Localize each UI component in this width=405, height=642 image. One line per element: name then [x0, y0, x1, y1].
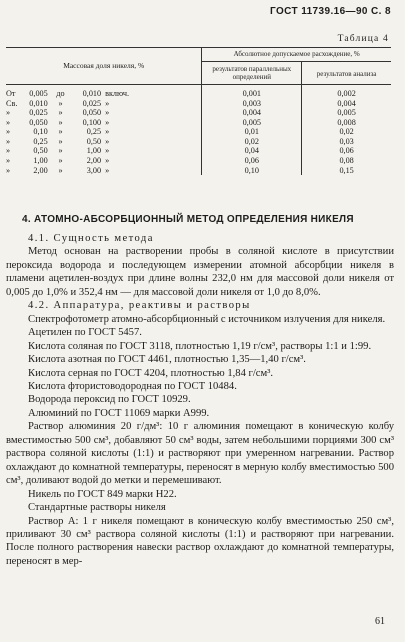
table-cell-pre: »	[6, 136, 11, 146]
table-cell-suf: »	[105, 127, 110, 137]
table-cell-c2: 0,15	[339, 165, 354, 175]
table-cell-c2: 0,03	[339, 136, 354, 146]
table-cell-do: »	[58, 146, 63, 156]
table-cell-a: 0,50	[33, 146, 48, 156]
table-cell-b: 0,50	[86, 136, 102, 146]
table-cell-a: 0,025	[29, 108, 48, 118]
body-text	[6, 232, 394, 568]
paragraph: Никель по ГОСТ 849 марки Н22.	[28, 488, 177, 500]
table-cell-suf: »	[105, 156, 110, 166]
table-cell-a: 0,10	[33, 127, 48, 137]
table-row	[6, 108, 391, 118]
table-cell-c1: 0,005	[202, 118, 302, 128]
table-cell-pre: »	[6, 156, 11, 166]
table-cell-c2: 0,008	[337, 117, 356, 127]
table-cell-c1: 0,003	[202, 99, 302, 109]
table-cell-pre: »	[6, 146, 11, 156]
paragraph: Спектрофотометр атомно-абсорбционный с источником излучения для никеля.	[28, 313, 386, 325]
page-number: 61	[375, 616, 385, 627]
paragraph: Ацетилен по ГОСТ 5457.	[28, 327, 142, 339]
subsection-4-1: 4.1. Сущность метода	[28, 233, 154, 244]
paragraph: Алюминий по ГОСТ 11069 марки А999.	[28, 407, 210, 419]
table-cell-suf: »	[105, 98, 110, 108]
paragraph: Раствор А: 1 г никеля помещают в коническую колбу вместимостью 250 см³, приливают 30 см³ раствора соляной кислоты (1:1) и растворяют при нагревании. После полного растворения навески раствор охлаждают до комнатной температуры, переносят в мер-	[6, 515, 394, 567]
column-header-parallel: результатов параллельных определений	[202, 61, 302, 84]
table-cell-c2: 0,02	[339, 127, 354, 137]
table-cell-c2: 0,08	[339, 156, 354, 166]
table-row	[6, 84, 391, 98]
column-header-mass-fraction: Массовая доля никеля, %	[6, 48, 202, 85]
table-cell-c2: 0,002	[337, 88, 356, 98]
table-title: Таблица 4	[337, 34, 389, 44]
table-cell-b: 1,00	[86, 146, 102, 156]
table-cell-a: 0,050	[29, 117, 48, 127]
paragraph: Кислота фтористоводородная по ГОСТ 10484.	[28, 380, 237, 392]
table-cell-suf: »	[105, 136, 110, 146]
paragraph: Кислота соляная по ГОСТ 3118, плотностью 1,19 г/см³, растворы 1:1 и 1:99.	[28, 340, 372, 352]
table-cell-pre: »	[6, 127, 11, 137]
table-cell-a: 0,010	[29, 98, 48, 108]
table-cell-c1: 0,06	[202, 156, 302, 166]
table-cell-do: »	[58, 117, 63, 127]
table-cell-b: 3,00	[86, 165, 102, 175]
table-cell-b: 0,25	[86, 127, 102, 137]
subsection-4-2: 4.2. Аппаратура, реактивы и растворы	[28, 300, 251, 312]
table-cell-c2: 0,004	[337, 98, 356, 108]
table-cell-pre: »	[6, 108, 11, 118]
table-cell-c1: 0,004	[202, 108, 302, 118]
table-cell-b: 2,00	[86, 156, 102, 166]
table-cell-do: »	[58, 98, 63, 108]
paragraph: Раствор алюминия 20 г/дм³: 10 г алюминия помещают в коническую колбу вместимостью 500 см³, добавляют 50 см³ воды, затем небольшими порциями 300 см³ раствора соляной кислоты (1:1) и растворяют при умеренном нагревании. Раствор охлаждают до комнатной температуры, переносят в мерную колбу вместимостью 500 см³, доливают водой до метки и перемешивают.	[6, 421, 394, 487]
table-cell-pre: Св.	[6, 98, 18, 108]
table-cell-do: »	[58, 136, 63, 146]
table-cell-c1: 0,04	[202, 146, 302, 156]
page-header: ГОСТ 11739.16—90 С. 8	[270, 6, 391, 17]
column-header-abs-discrepancy: Абсолютное допускаемое расхождение, %	[202, 48, 391, 62]
table-cell-do: до	[56, 88, 65, 98]
table-row	[6, 146, 391, 156]
table-cell-suf: »	[105, 146, 110, 156]
table-row	[6, 156, 391, 166]
table-cell-do: »	[58, 108, 63, 118]
table-row	[6, 127, 391, 137]
table-cell-suf: »	[105, 165, 110, 175]
table-cell-pre: »	[6, 117, 11, 127]
paragraph: Стандартные растворы никеля	[28, 502, 166, 514]
paragraph: Кислота серная по ГОСТ 4204, плотностью 1,84 г/см³.	[28, 367, 274, 379]
table-cell-c1: 0,001	[202, 84, 302, 98]
column-header-analysis: результатов анализа	[302, 61, 391, 84]
section-heading: 4. АТОМНО-АБСОРБЦИОННЫЙ МЕТОД ОПРЕДЕЛЕНИЯ НИКЕЛЯ	[22, 214, 354, 225]
paragraph: Кислота азотная по ГОСТ 4461, плотностью 1,35—1,40 г/см³.	[28, 354, 306, 366]
data-table	[6, 47, 391, 175]
table-cell-a: 0,005	[29, 88, 48, 98]
table-cell-b: 0,050	[82, 108, 102, 118]
table-cell-a: 0,25	[33, 136, 48, 146]
table-cell-c1: 0,10	[202, 166, 302, 176]
paragraph: Водорода пероксид по ГОСТ 10929.	[28, 394, 191, 406]
table-cell-do: »	[58, 127, 63, 137]
table-cell-do: »	[58, 156, 63, 166]
table-cell-suf: »	[105, 117, 110, 127]
table-row	[6, 166, 391, 176]
table-cell-b: 0,025	[82, 98, 102, 108]
table-cell-b: 0,010	[82, 88, 102, 98]
paragraph: Метод основан на растворении пробы в соляной кислоте в присутствии пероксида водорода и последующем измерении атомной абсорбции никеля в пламени ацетилен-воздух при длине волны 232,0 нм для массовой доли никеля от 0,005 до 1,0% и 352,4 нм — для массовой доли никеля от 1,0 до 8,0%.	[6, 246, 394, 298]
table-cell-a: 2,00	[33, 165, 48, 175]
table-cell-a: 1,00	[33, 156, 48, 166]
table-cell-c2: 0,005	[337, 108, 356, 118]
table-row	[6, 99, 391, 109]
table-cell-c1: 0,01	[202, 127, 302, 137]
table-cell-b: 0,100	[82, 117, 102, 127]
table-row	[6, 118, 391, 128]
table-cell-pre: От	[6, 88, 16, 98]
table-cell-c1: 0,02	[202, 137, 302, 147]
table-cell-suf: »	[105, 108, 110, 118]
table-cell-suf: включ.	[105, 88, 129, 98]
table-cell-c2: 0,06	[339, 146, 354, 156]
table-cell-pre: »	[6, 165, 11, 175]
table-cell-do: »	[58, 165, 63, 175]
table-row	[6, 137, 391, 147]
